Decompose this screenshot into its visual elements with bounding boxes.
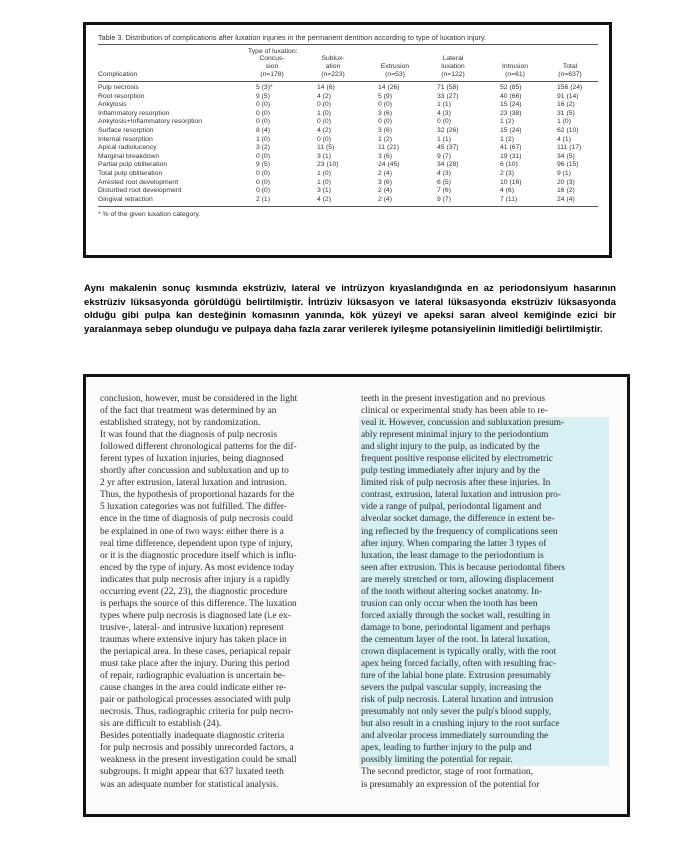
text-line: shortly after concussion and subluxation and up to: [100, 466, 289, 477]
text-line: possibly limiting the potential for repair.: [359, 754, 609, 766]
table-row: [98, 196, 598, 205]
table-cell: 0 (0): [256, 187, 270, 195]
text-line: are merely stretched or torn, allowing displacement: [359, 574, 609, 586]
column-header-5: [548, 63, 592, 79]
table-row: [98, 170, 598, 179]
table-cell: 91 (14): [557, 92, 579, 100]
table-figure: [83, 22, 612, 258]
text-line: enced by the type of injury. As most evidence today: [100, 562, 295, 573]
table-cell: 2 (4): [378, 187, 392, 195]
text-line: occurring event (22, 23), the diagnostic procedure: [100, 586, 288, 597]
type-of-luxation-label: Type of luxation:: [248, 48, 298, 55]
text-line: and alveolar process immediately surrounding the: [359, 730, 609, 742]
table-cell: 31 (5): [557, 109, 575, 117]
table-cell: 33 (27): [437, 92, 459, 100]
column-header-line: (n=61): [505, 71, 525, 78]
table-cell: 15 (24): [500, 126, 522, 134]
text-line: followed different chronological patterns for the dif-: [100, 442, 297, 453]
text-line: conclusion, however, must be considered in the light: [100, 394, 298, 404]
text-line: apex, leading to further injury to the pulp and: [359, 742, 609, 754]
table-cell: 7 (6): [437, 187, 451, 195]
row-label: Inflammatory resorption: [98, 109, 170, 117]
column-header-line: luxation: [441, 63, 465, 70]
text-line: The second predictor, stage of root formation,: [361, 767, 533, 778]
text-line: ing reflected by the frequency of complications seen: [359, 526, 609, 538]
column-header-1: [311, 55, 355, 79]
text-line: 2 yr after extrusion, lateral luxation and intrusion.: [100, 478, 287, 489]
column-header-line: Lateral: [442, 55, 464, 62]
text-line: necrosis. Thus, radiographic criteria for pulp necro-: [100, 707, 294, 718]
table-cell: 62 (10): [557, 126, 579, 134]
table-cell: 5 (3)*: [256, 84, 273, 91]
text-line: subgroups. It might appear that 637 luxated teeth: [100, 767, 284, 778]
row-label: Root resorption: [98, 92, 145, 100]
table-cell: 9 (5): [256, 92, 270, 100]
text-line: Thus, the hypothesis of proportional hazards for the: [100, 490, 295, 501]
text-line: was an adequate number for statistical analysis.: [100, 779, 279, 790]
table-row: [98, 153, 598, 162]
table-footnote: * % of the given luxation category.: [98, 211, 201, 219]
table-cell: 2 (4): [378, 169, 392, 177]
table-row: [98, 187, 598, 196]
text-line: veal it. However, concussion and subluxation presum-: [359, 417, 609, 429]
table-cell: 0 (0): [317, 135, 331, 143]
table-cell: 0 (0): [378, 118, 392, 126]
text-line: pulp testing immediately after injury and by the: [359, 465, 609, 477]
table-cell: 20 (3): [557, 178, 575, 186]
table-cell: 0 (0): [317, 101, 331, 109]
table-caption: Table 3. Distribution of complications after luxation injuries in the permanent dentition according to type of luxation injury.: [98, 33, 598, 45]
table-cell: 45 (37): [437, 144, 459, 152]
text-line: ferent types of luxation injuries, being diagnosed: [100, 454, 284, 465]
text-line: vide a range of pulpal, periodontal ligament and: [359, 501, 609, 513]
text-line: luxation, the least damage to the periodontium is: [359, 550, 609, 562]
text-line: 5 luxation categories was not fulfilled. The differ-: [100, 502, 287, 513]
table-cell: 41 (67): [500, 144, 522, 152]
table-cell: 96 (15): [557, 161, 579, 169]
row-label: Disturbed root development: [98, 187, 182, 195]
article-left-column: [100, 393, 353, 791]
table-cell: 9 (7): [437, 152, 451, 160]
text-line: and slight injury to the pulp, as indicated by the: [359, 441, 609, 453]
table-cell: 1 (1): [437, 135, 451, 143]
text-line: ture of the labial bone plate. Extrusion presumably: [359, 670, 609, 682]
column-header-line: Sublux-: [321, 55, 345, 62]
text-line: of the fact that treatment was determined by an: [100, 406, 277, 417]
table-cell: 0 (0): [256, 152, 270, 160]
table-cell: 7 (11): [500, 195, 518, 203]
table-cell: 2 (1): [256, 195, 270, 203]
table-cell: 11 (5): [317, 144, 335, 152]
table-cell: 0 (0): [317, 118, 331, 126]
table-cell: 3 (6): [378, 152, 392, 160]
table-cell: 23 (38): [500, 109, 522, 117]
text-line: traumas where extensive injury has taken place in: [100, 634, 287, 645]
table-cell: 0 (0): [437, 118, 451, 126]
table-cell: 32 (26): [437, 126, 459, 134]
text-line: clinical or experimental study has been able to re-: [361, 406, 548, 417]
table-cell: 4 (3): [437, 169, 451, 177]
text-line: risk of pulp necrosis. Lateral luxation and intrusion: [359, 694, 609, 706]
text-line: established strategy, not by randomization.: [100, 418, 261, 429]
article-right-column: [361, 393, 614, 791]
text-line: cause changes in the area could indicate either re-: [100, 683, 287, 694]
table-cell: 40 (66): [500, 92, 522, 100]
text-line: is perhaps the source of this difference. The luxation: [100, 598, 297, 609]
table-cell: 156 (24): [557, 84, 583, 91]
text-line: teeth in the present investigation and no previous: [361, 394, 546, 404]
table-cell: 71 (58): [437, 84, 459, 91]
table-cell: 5 (9): [378, 92, 392, 100]
table-row: [98, 179, 598, 188]
table-cell: 24 (45): [378, 161, 400, 169]
text-line: forced axially through the socket wall, resulting in: [359, 610, 609, 622]
complication-column-header: Complication: [98, 71, 138, 78]
column-header-line: (n=53): [385, 71, 405, 78]
text-line: or it is the diagnostic procedure itself which is influ-: [100, 550, 297, 561]
table-cell: 9 (1): [557, 169, 571, 177]
table-cell: 1 (0): [317, 109, 331, 117]
row-label: Ankylosis: [98, 101, 127, 109]
text-line: but also result in a crushing injury to the root surface: [359, 718, 609, 730]
table-cell: 0 (0): [378, 101, 392, 109]
text-line: indicates that pulp necrosis after injury is a rapidly: [100, 574, 291, 585]
table-cell: 6 (5): [437, 178, 451, 186]
table-cell: 1 (0): [317, 178, 331, 186]
row-label: Pulp necrosis: [98, 84, 139, 91]
text-line: crown displacement is typically orally, with the root: [359, 646, 609, 658]
row-label: Internal resorption: [98, 135, 153, 143]
table-cell: 3 (1): [317, 152, 331, 160]
column-header-line: (n=223): [321, 71, 345, 78]
table-cell: 0 (0): [256, 118, 270, 126]
column-header-0: [250, 55, 294, 79]
text-line: of the tooth without altering socket anatomy. In-: [359, 586, 609, 598]
table-row: [98, 161, 598, 170]
table-cell: 0 (0): [256, 101, 270, 109]
table-cell: 0 (0): [256, 109, 270, 117]
column-header-line: (n=637): [558, 71, 582, 78]
text-line: ence in the time of diagnosis of pulp necrosis could: [100, 514, 293, 525]
table-cell: 4 (6): [500, 187, 514, 195]
text-line: is presumably an expression of the potential for: [361, 779, 540, 790]
table-cell: 1 (0): [256, 135, 270, 143]
row-label: Surface resorption: [98, 126, 154, 134]
table-cell: 4 (3): [437, 109, 451, 117]
table-cell: 1 (2): [378, 135, 392, 143]
table-cell: 4 (2): [317, 195, 331, 203]
table-cell: 34 (28): [437, 161, 459, 169]
table-row: [98, 84, 598, 93]
text-line: after injury. When comparing the latter 3 types of: [359, 538, 609, 550]
text-line: of repair, radiographic evaluation is uncertain be-: [100, 671, 286, 682]
table-cell: 16 (2): [557, 187, 575, 195]
table-body: [98, 82, 598, 207]
text-line: alveolar socket damage, the difference in extent be-: [359, 513, 609, 525]
text-line: be explained in one of two ways: either there is a: [100, 526, 284, 537]
table-cell: 0 (0): [256, 169, 270, 177]
text-line: severs the pulpal vascular supply, increasing the: [359, 682, 609, 694]
table-cell: 10 (16): [500, 178, 522, 186]
table-cell: 3 (1): [317, 187, 331, 195]
text-line: must take place after the injury. During this period: [100, 659, 290, 670]
table-row: [98, 136, 598, 145]
text-line: It was found that the diagnosis of pulp necrosis: [100, 430, 278, 441]
column-header-line: Extrusion: [380, 63, 410, 70]
row-label: Ankylosis+Inflammatory resorption: [98, 118, 203, 126]
row-label: Partial pulp obliteration: [98, 161, 168, 169]
column-header-line: (n=122): [441, 71, 465, 78]
table-cell: 23 (10): [317, 161, 339, 169]
table-header: [98, 45, 598, 82]
row-label: Marginal breakdown: [98, 152, 160, 160]
column-header-line: Total: [562, 63, 578, 70]
table-cell: 4 (2): [317, 92, 331, 100]
table-cell: 0 (0): [256, 178, 270, 186]
text-line: limited risk of pulp necrosis after these injuries. In: [359, 477, 609, 489]
table-cell: 111 (17): [557, 144, 582, 152]
text-line: types where pulp necrosis is diagnosed late (i.e ex-: [100, 610, 291, 621]
table-cell: 6 (10): [500, 161, 518, 169]
column-header-4: [493, 63, 537, 79]
text-line: for pulp necrosis and possibly unrecorded factors, a: [100, 743, 294, 754]
table-cell: 1 (0): [317, 169, 331, 177]
table-cell: 9 (5): [256, 161, 270, 169]
column-header-line: Intrusion: [501, 63, 529, 70]
text-line: presumably not only sever the pulp's blood supply,: [359, 706, 609, 718]
table-cell: 24 (4): [557, 195, 575, 203]
table-row: [98, 93, 598, 102]
table-cell: 2 (3): [500, 169, 514, 177]
text-line: trusion can only occur when the tooth has been: [359, 598, 609, 610]
table-cell: 15 (24): [500, 101, 522, 109]
table-row: [98, 144, 598, 153]
table-cell: 3 (2): [256, 144, 270, 152]
table-cell: 14 (6): [317, 84, 335, 91]
table-cell: 4 (2): [317, 126, 331, 134]
text-line: seen after extrusion. This is because periodontal fibers: [359, 562, 609, 574]
row-label: Total pulp obliteration: [98, 169, 163, 177]
table-cell: 1 (2): [500, 118, 514, 126]
text-line: Besides potentially inadequate diagnostic criteria: [100, 731, 285, 742]
row-label: Apical radiolucency: [98, 144, 157, 152]
table-cell: 19 (31): [500, 152, 522, 160]
table-cell: 1 (1): [437, 101, 451, 109]
text-line: apex being forced facially, often with resulting frac-: [359, 658, 609, 670]
table-cell: 4 (1): [557, 135, 571, 143]
column-header-line: ation: [325, 63, 341, 70]
table-cell: 9 (7): [437, 195, 451, 203]
table-cell: 16 (2): [557, 101, 575, 109]
row-label: Arrested root development: [98, 178, 179, 186]
text-line: pair or pathological processes associated with pulp: [100, 695, 291, 706]
table-cell: 3 (6): [378, 109, 392, 117]
table-cell: 14 (26): [378, 84, 400, 91]
column-header-line: Concus-: [259, 55, 285, 62]
table-cell: 11 (21): [378, 144, 400, 152]
table-cell: 2 (4): [378, 195, 392, 203]
text-line: damage to bone, periodontal ligament and perhaps: [359, 622, 609, 634]
table-cell: 34 (5): [557, 152, 575, 160]
turkish-summary-paragraph: Aynı makalenin sonuç kısmında ekstrüziv, lateral ve intrüzyon kıyaslandığında en az periodonsiyum hasarının ekstrüziv lüksasyonda görüldüğü belirtilmiştir. İntrüziv lüksasyon ve lateral lüksasyonda ekstrüziv lüksasyonda olduğu gibi pulpa kan desteğinin komasının yanında, kök yüzeyi ve apeksi saran alveol kemiğinde ezici bir yaralanmaya sebep olunduğu ve pulpaya daha fazla zarar verilerek iyileşme potansiyelinin limitlediği belirtilmiştir.: [84, 283, 616, 335]
table-cell: 52 (85): [500, 84, 522, 91]
table-row: [98, 110, 598, 119]
table-cell: 3 (6): [378, 178, 392, 186]
column-header-line: (n=178): [260, 71, 284, 78]
text-line: the cementum layer of the root. In lateral luxation,: [359, 634, 609, 646]
text-line: weakness in the present investigation could be small: [100, 755, 297, 766]
column-header-3: [431, 55, 475, 79]
text-line: ably represent minimal injury to the periodontium: [359, 429, 609, 441]
complications-table: [98, 33, 598, 218]
table-row: [98, 118, 598, 127]
text-line: the periapical area. In these cases, periapical repair: [100, 646, 291, 657]
text-line: frequent positive response elicited by electrometric: [359, 453, 609, 465]
column-header-2: [373, 63, 417, 79]
table-cell: 1 (0): [557, 118, 571, 126]
table-row: [98, 127, 598, 136]
text-line: trusive-, lateral- and intrusive luxation) represent: [100, 622, 284, 633]
article-excerpt: [83, 374, 630, 817]
row-label: Gingival retraction: [98, 195, 153, 203]
text-line: real time difference, dependent upon type of injury,: [100, 538, 293, 549]
table-cell: 3 (6): [378, 126, 392, 134]
table-cell: 1 (2): [500, 135, 514, 143]
text-line: contrast, extrusion, lateral luxation and intrusion pro-: [359, 489, 609, 501]
column-header-line: sion: [265, 63, 279, 70]
text-line: sis are difficult to establish (24).: [100, 719, 222, 730]
table-row: [98, 101, 598, 110]
table-cell: 8 (4): [256, 126, 270, 134]
